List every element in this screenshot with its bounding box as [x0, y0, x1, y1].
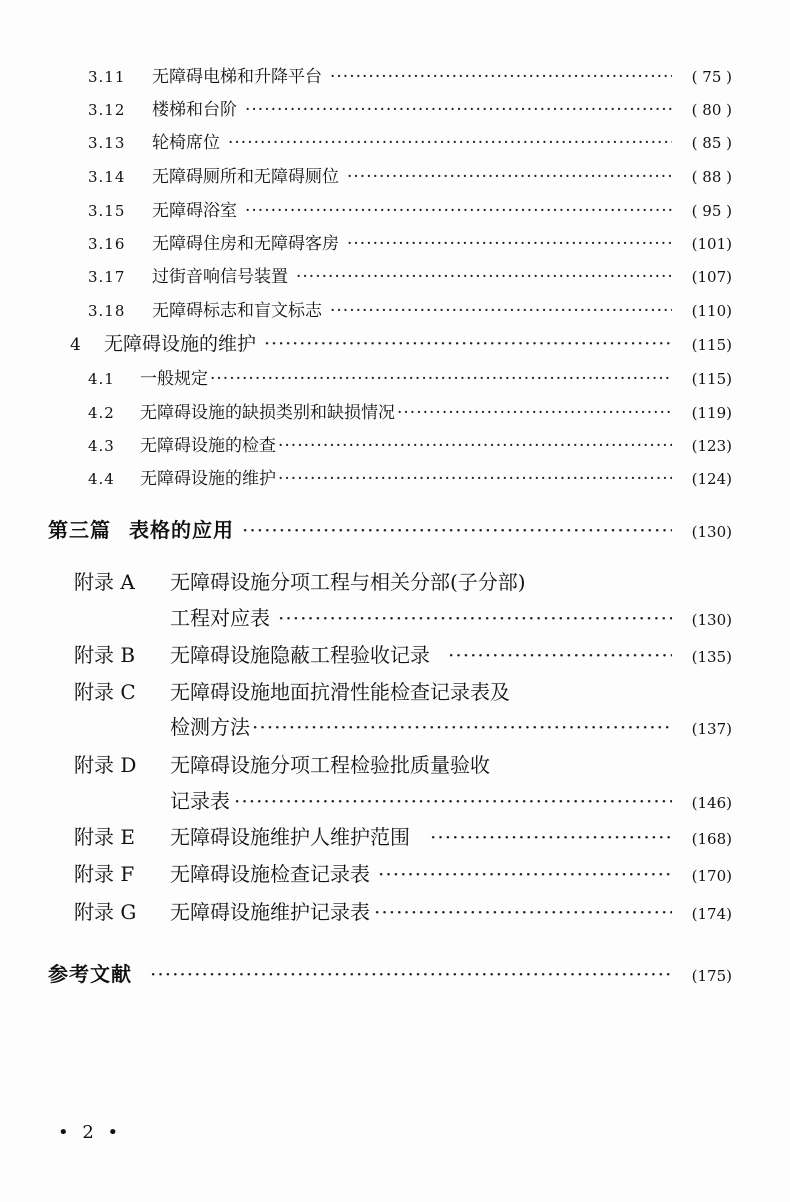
- section-title: 一般规定: [140, 369, 208, 389]
- page-reference: (110): [691, 302, 732, 320]
- page-number: • 2 •: [58, 1122, 123, 1143]
- toc-entry[interactable]: [88, 229, 732, 254]
- page-reference: ( 95 ): [691, 202, 732, 220]
- dot-leader: [264, 333, 672, 355]
- appendix-title: 无障碍设施检查记录表: [170, 862, 370, 886]
- section-number: 4.1: [88, 370, 115, 388]
- toc-entry[interactable]: [88, 62, 732, 87]
- dot-leader: [278, 469, 672, 489]
- toc-entry[interactable]: [88, 162, 732, 187]
- dot-leader: [397, 403, 672, 423]
- appendix-label: 附录 B: [74, 643, 136, 667]
- appendix-title: 无障碍设施维护人维护范围: [170, 825, 410, 849]
- page-reference: (174): [691, 905, 732, 923]
- dot-leader: [374, 900, 672, 924]
- toc-entry[interactable]: [88, 398, 732, 423]
- appendix-title: 无障碍设施维护记录表: [170, 900, 370, 924]
- page-reference: ( 85 ): [691, 134, 732, 152]
- appendix-title-line2: 检测方法: [170, 715, 250, 739]
- toc-entry[interactable]: [88, 95, 732, 120]
- appendix-d-heading[interactable]: [74, 749, 490, 778]
- section-number: 4.3: [88, 437, 115, 455]
- dot-leader: [252, 715, 672, 739]
- section-number: 3.17: [88, 268, 126, 286]
- toc-entry[interactable]: [88, 364, 732, 389]
- appendix-title-line2: 记录表: [170, 789, 230, 813]
- appendix-title-line2: 工程对应表: [170, 606, 270, 630]
- toc-appendix-entry[interactable]: [170, 602, 732, 631]
- toc-appendix-entry[interactable]: [74, 896, 732, 925]
- toc-appendix-entry[interactable]: [170, 711, 732, 740]
- section-title: 无障碍标志和盲文标志: [152, 301, 322, 321]
- toc-entry[interactable]: [88, 262, 732, 287]
- section-title: 无障碍电梯和升降平台: [152, 67, 322, 87]
- section-title: 轮椅席位: [152, 133, 220, 153]
- references-title: 参考文献: [48, 962, 132, 986]
- page-reference: (130): [691, 523, 732, 541]
- appendix-title-line1: 无障碍设施分项工程与相关分部(子分部): [170, 570, 526, 594]
- page-reference: ( 80 ): [691, 101, 732, 119]
- section-title: 无障碍设施的维护: [140, 469, 276, 489]
- appendix-label: 附录 G: [74, 900, 137, 924]
- section-number: 4.2: [88, 404, 115, 422]
- page-reference: (137): [691, 720, 732, 738]
- toc-entry[interactable]: [88, 128, 732, 153]
- toc-part-entry[interactable]: [48, 514, 732, 543]
- page-reference: ( 75 ): [691, 68, 732, 86]
- dot-leader: [296, 267, 672, 287]
- toc-entry[interactable]: [88, 464, 732, 489]
- section-title: 无障碍浴室: [152, 201, 237, 221]
- appendix-label: 附录 C: [74, 680, 136, 704]
- part-title: 表格的应用: [129, 518, 234, 542]
- dot-leader: [245, 201, 672, 221]
- appendix-c-heading[interactable]: [74, 676, 510, 705]
- appendix-title-line1: 无障碍设施地面抗滑性能检查记录表及: [170, 680, 510, 704]
- toc-appendix-entry[interactable]: [74, 639, 732, 668]
- section-title: 无障碍厕所和无障碍厕位: [152, 167, 339, 187]
- dot-leader: [245, 100, 672, 120]
- dot-leader: [448, 643, 672, 667]
- dot-leader: [150, 962, 672, 986]
- chapter-number: 4: [70, 335, 81, 355]
- appendix-label: 附录 A: [74, 570, 135, 594]
- toc-entry[interactable]: [88, 196, 732, 221]
- page-reference: (115): [691, 336, 732, 354]
- section-number: 3.13: [88, 134, 126, 152]
- dot-leader: [278, 436, 672, 456]
- part-number: 第三篇: [48, 518, 111, 542]
- section-number: 3.11: [88, 68, 126, 86]
- dot-leader: [430, 825, 672, 849]
- section-number: 3.18: [88, 302, 126, 320]
- toc-entry[interactable]: [88, 431, 732, 456]
- dot-leader: [347, 234, 672, 254]
- section-number: 3.14: [88, 168, 126, 186]
- dot-leader: [228, 133, 672, 153]
- toc-references-entry[interactable]: [48, 958, 732, 987]
- dot-leader: [234, 789, 672, 813]
- appendix-label: 附录 E: [74, 825, 135, 849]
- toc-appendix-entry[interactable]: [170, 785, 732, 814]
- section-number: 3.15: [88, 202, 126, 220]
- page-reference: (115): [691, 370, 732, 388]
- dot-leader: [330, 67, 672, 87]
- section-number: 3.12: [88, 101, 126, 119]
- toc-appendix-entry[interactable]: [74, 858, 732, 887]
- appendix-title-line1: 无障碍设施分项工程检验批质量验收: [170, 753, 490, 777]
- page-reference: ( 88 ): [691, 168, 732, 186]
- chapter-title: 无障碍设施的维护: [104, 333, 257, 355]
- appendix-title: 无障碍设施隐蔽工程验收记录: [170, 643, 430, 667]
- page-reference: (130): [691, 611, 732, 629]
- section-number: 4.4: [88, 470, 115, 488]
- section-number: 3.16: [88, 235, 126, 253]
- toc-chapter-entry[interactable]: [70, 329, 732, 356]
- appendix-a-heading[interactable]: [74, 566, 526, 595]
- section-title: 过街音响信号装置: [152, 267, 288, 287]
- section-title: 无障碍住房和无障碍客房: [152, 234, 339, 254]
- dot-leader: [378, 862, 672, 886]
- page-reference: (124): [691, 470, 732, 488]
- section-title: 无障碍设施的检查: [140, 436, 276, 456]
- page-reference: (107): [691, 268, 732, 286]
- page-reference: (168): [691, 830, 732, 848]
- toc-appendix-entry[interactable]: [74, 821, 732, 850]
- page-reference: (146): [691, 794, 732, 812]
- page-reference: (135): [691, 648, 732, 666]
- page-reference: (170): [691, 867, 732, 885]
- dot-leader: [278, 606, 672, 630]
- page-reference: (123): [691, 437, 732, 455]
- page-reference: (175): [691, 967, 732, 985]
- section-title: 楼梯和台阶: [152, 100, 237, 120]
- page-reference: (101): [691, 235, 732, 253]
- section-title: 无障碍设施的缺损类别和缺损情况: [140, 403, 395, 423]
- page-reference: (119): [691, 404, 732, 422]
- dot-leader: [330, 301, 672, 321]
- appendix-label: 附录 D: [74, 753, 137, 777]
- dot-leader: [210, 369, 672, 389]
- toc-entry[interactable]: [88, 296, 732, 321]
- dot-leader: [242, 518, 672, 542]
- dot-leader: [347, 167, 672, 187]
- appendix-label: 附录 F: [74, 862, 135, 886]
